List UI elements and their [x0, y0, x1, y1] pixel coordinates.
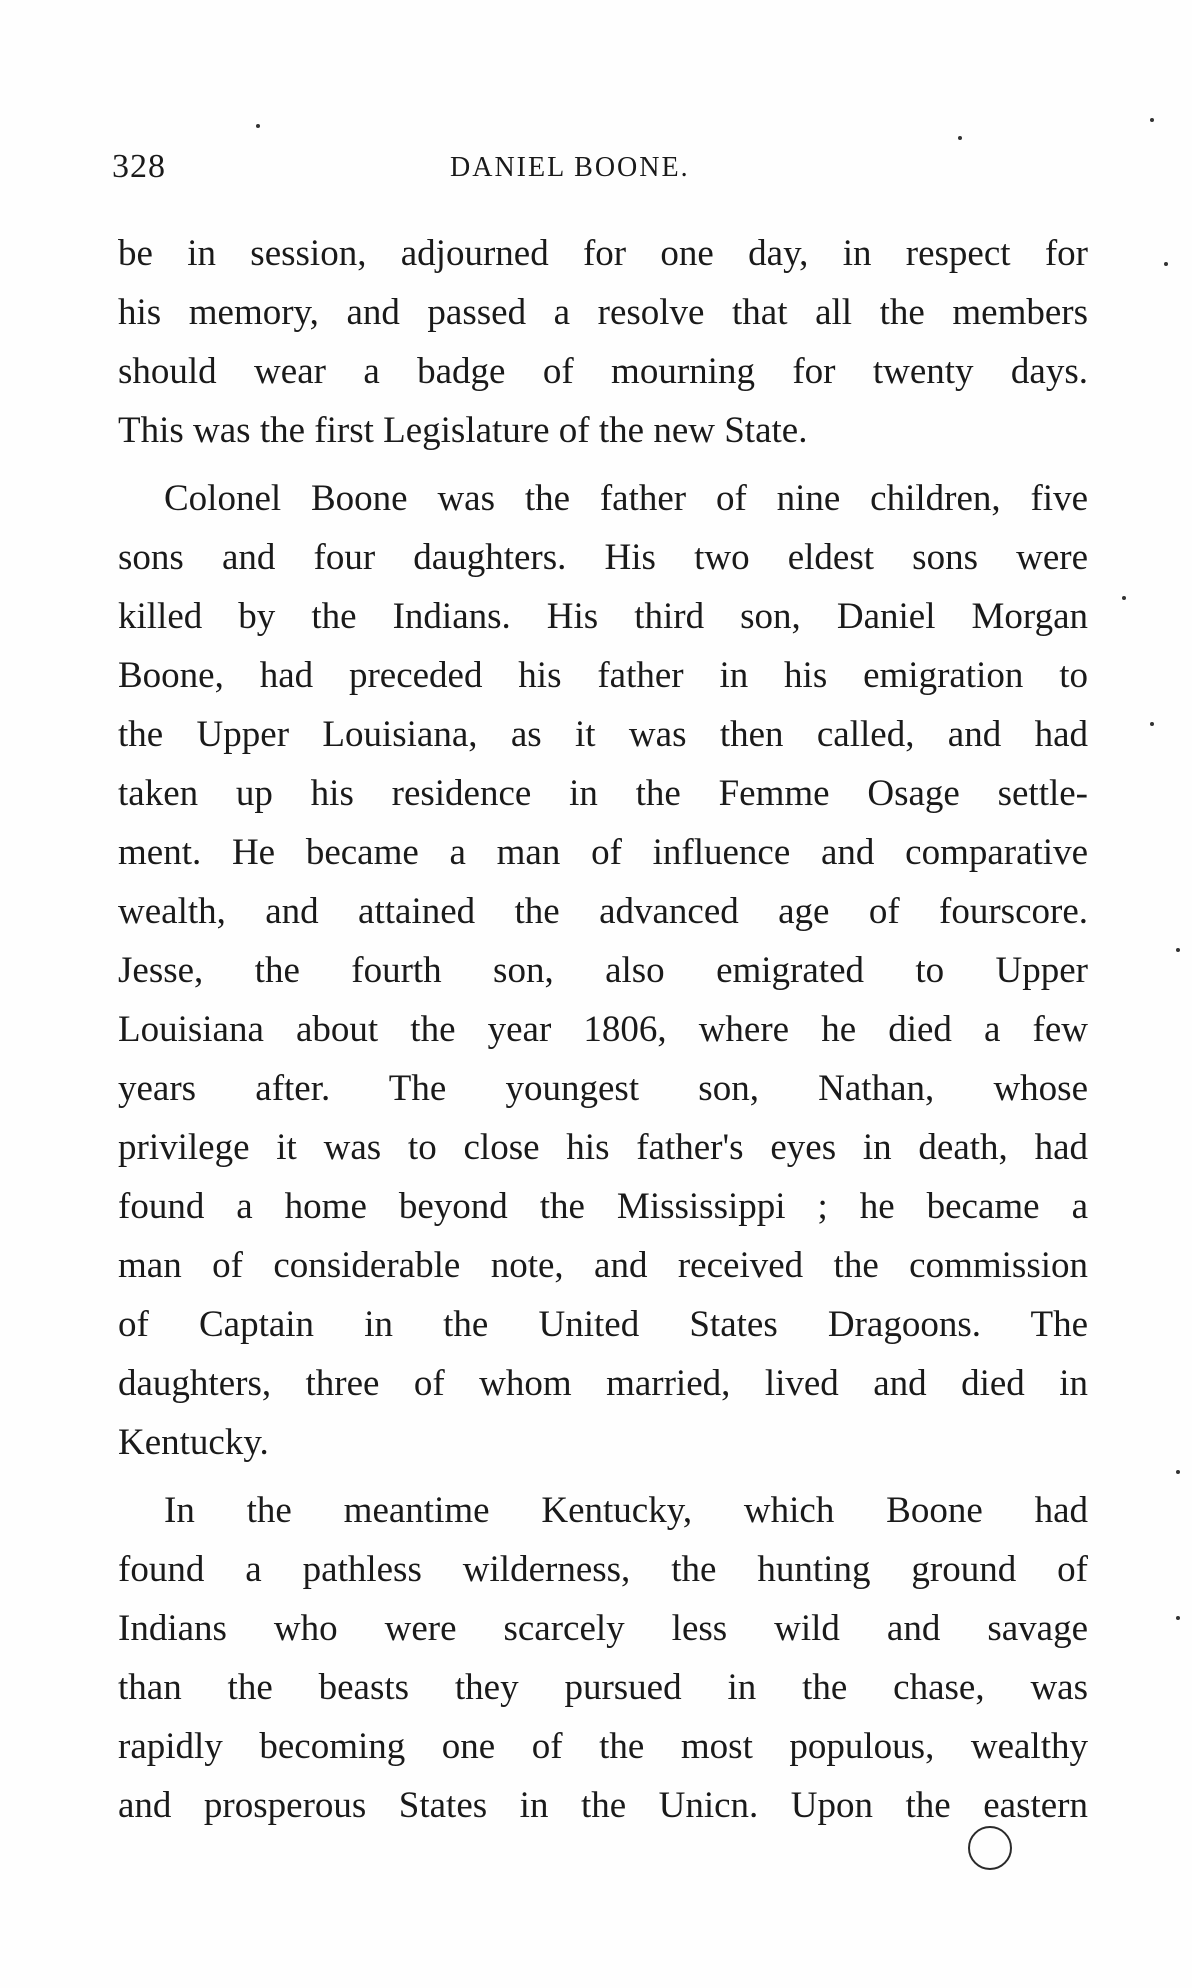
- scan-speck: [1122, 596, 1126, 600]
- text-line: found a home beyond the Mississippi ; he became a: [118, 1186, 1088, 1227]
- scan-speck: [1164, 262, 1168, 266]
- signature-mark-icon: [968, 1826, 1012, 1870]
- text-line: should wear a badge of mourning for twenty days.: [118, 351, 1088, 392]
- text-line: Louisiana about the year 1806, where he died a few: [118, 1009, 1088, 1050]
- text-line: and prosperous States in the Unicn. Upon the eastern: [118, 1785, 1088, 1826]
- scan-speck: [1176, 948, 1180, 952]
- scan-speck: [1176, 1470, 1180, 1474]
- text-line: wealth, and attained the advanced age of fourscore.: [118, 891, 1088, 932]
- text-line: Boone, had preceded his father in his emigration to: [118, 655, 1088, 696]
- running-head: [112, 148, 1092, 196]
- text-line: found a pathless wilderness, the hunting ground of: [118, 1549, 1088, 1590]
- text-line: Indians who were scarcely less wild and savage: [118, 1608, 1088, 1649]
- text-line: Kentucky.: [118, 1422, 269, 1463]
- body-text: [118, 224, 1088, 1835]
- text-line: Jesse, the fourth son, also emigrated to Upper: [118, 950, 1088, 991]
- text-line: This was the first Legislature of the new State.: [118, 410, 808, 451]
- running-title: DANIEL BOONE.: [450, 152, 690, 183]
- text-line: Colonel Boone was the father of nine children, five: [164, 478, 1088, 519]
- page-number: 328: [112, 148, 166, 185]
- text-line: sons and four daughters. His two eldest sons were: [118, 537, 1088, 578]
- scan-speck: [1150, 118, 1154, 122]
- text-line: taken up his residence in the Femme Osage settle-: [118, 773, 1088, 814]
- text-line: rapidly becoming one of the most populous, wealthy: [118, 1726, 1088, 1767]
- text-line: privilege it was to close his father's eyes in death, had: [118, 1127, 1088, 1168]
- scan-speck: [958, 136, 962, 140]
- paragraph: [118, 1481, 1088, 1835]
- paragraph: [118, 469, 1088, 1472]
- text-line: killed by the Indians. His third son, Daniel Morgan: [118, 596, 1088, 637]
- text-line: man of considerable note, and received the commission: [118, 1245, 1088, 1286]
- text-line: ment. He became a man of influence and comparative: [118, 832, 1088, 873]
- text-line: the Upper Louisiana, as it was then called, and had: [118, 714, 1088, 755]
- text-line: years after. The youngest son, Nathan, whose: [118, 1068, 1088, 1109]
- text-line: daughters, three of whom married, lived and died in: [118, 1363, 1088, 1404]
- paragraph: [118, 224, 1088, 460]
- text-line: than the beasts they pursued in the chase, was: [118, 1667, 1088, 1708]
- scan-speck: [256, 124, 260, 128]
- scan-speck: [1150, 722, 1154, 726]
- scan-speck: [1176, 1616, 1180, 1620]
- text-line: of Captain in the United States Dragoons. The: [118, 1304, 1088, 1345]
- text-line: his memory, and passed a resolve that all the members: [118, 292, 1088, 333]
- text-line: In the meantime Kentucky, which Boone had: [164, 1490, 1088, 1531]
- text-line: be in session, adjourned for one day, in respect for: [118, 233, 1088, 274]
